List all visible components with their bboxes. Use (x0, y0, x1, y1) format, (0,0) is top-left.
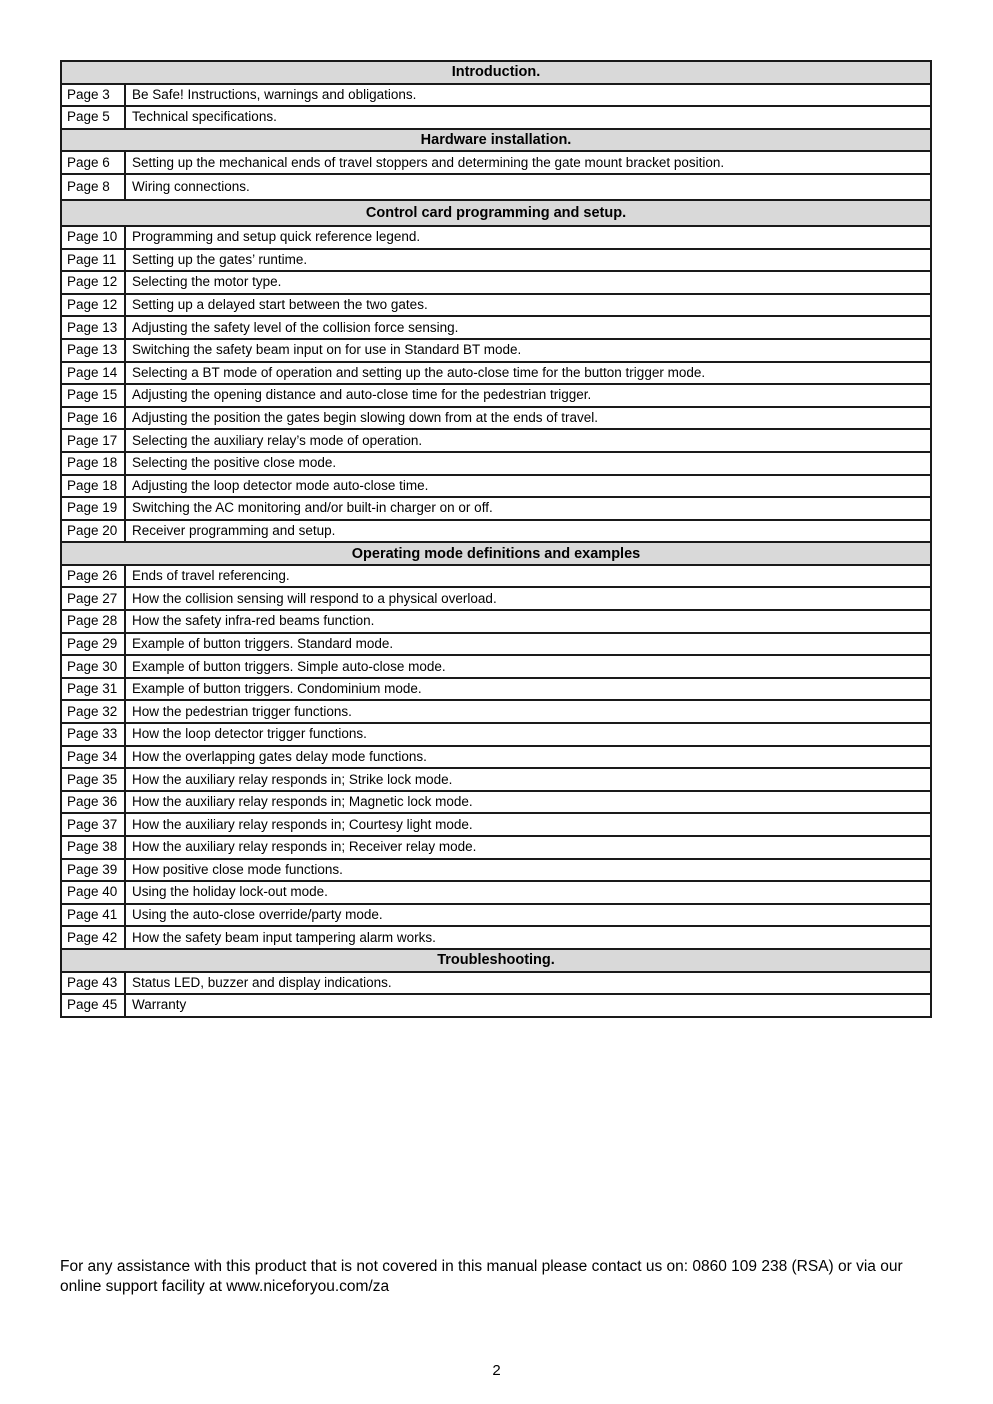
toc-entry-row (61, 475, 931, 498)
toc-entry-title: Switching the safety beam input on for use in Standard BT mode. (125, 339, 931, 362)
toc-entry-title: Adjusting the opening distance and auto-close time for the pedestrian trigger. (125, 384, 931, 407)
toc-page-ref: Page 28 (61, 610, 125, 633)
toc-page-ref: Page 45 (61, 994, 125, 1017)
toc-section-heading: Troubleshooting. (61, 949, 931, 972)
toc-page-ref: Page 34 (61, 746, 125, 769)
toc-entry-title: How the pedestrian trigger functions. (125, 700, 931, 723)
toc-page-ref: Page 17 (61, 429, 125, 452)
toc-entry-row (61, 859, 931, 882)
toc-entry-title: Technical specifications. (125, 106, 931, 129)
toc-entry-row (61, 994, 931, 1017)
toc-entry-title: Example of button triggers. Simple auto-close mode. (125, 655, 931, 678)
toc-page-ref: Page 13 (61, 316, 125, 339)
toc-entry-title: Setting up the mechanical ends of travel stoppers and determining the gate mount bracket position. (125, 151, 931, 174)
toc-entry-title: Switching the AC monitoring and/or built-in charger on or off. (125, 497, 931, 520)
toc-entry-row (61, 316, 931, 339)
toc-page-ref: Page 8 (61, 174, 125, 200)
toc-entry-title: How the safety infra-red beams function. (125, 610, 931, 633)
toc-page-ref: Page 19 (61, 497, 125, 520)
toc-page-ref: Page 14 (61, 362, 125, 385)
toc-entry-row (61, 249, 931, 272)
toc-entry-row (61, 271, 931, 294)
toc-entry-row (61, 226, 931, 249)
toc-page-ref: Page 38 (61, 836, 125, 859)
toc-page-ref: Page 6 (61, 151, 125, 174)
toc-entry-row (61, 497, 931, 520)
toc-entry-title: Ends of travel referencing. (125, 565, 931, 588)
toc-page-ref: Page 42 (61, 926, 125, 949)
toc-page-ref: Page 37 (61, 813, 125, 836)
toc-section-heading-row (61, 129, 931, 152)
toc-page-ref: Page 16 (61, 407, 125, 430)
toc-page-ref: Page 12 (61, 271, 125, 294)
toc-entry-title: Setting up a delayed start between the two gates. (125, 294, 931, 317)
toc-page-ref: Page 35 (61, 768, 125, 791)
toc-page-ref: Page 18 (61, 475, 125, 498)
toc-section-heading: Control card programming and setup. (61, 200, 931, 226)
toc-entry-title: Warranty (125, 994, 931, 1017)
toc-entry-row (61, 723, 931, 746)
toc-page-ref: Page 3 (61, 84, 125, 107)
toc-entry-title: Adjusting the loop detector mode auto-close time. (125, 475, 931, 498)
toc-entry-row (61, 655, 931, 678)
page-number: 2 (492, 1362, 501, 1379)
toc-entry-title: Example of button triggers. Condominium mode. (125, 678, 931, 701)
table-of-contents (60, 60, 932, 1018)
toc-entry-row (61, 791, 931, 814)
toc-entry-title: Using the holiday lock-out mode. (125, 881, 931, 904)
toc-entry-row (61, 926, 931, 949)
toc-entry-row (61, 151, 931, 174)
toc-entry-title: How the collision sensing will respond to a physical overload. (125, 587, 931, 610)
toc-entry-title: Setting up the gates’ runtime. (125, 249, 931, 272)
toc-page-ref: Page 36 (61, 791, 125, 814)
toc-entry-row (61, 610, 931, 633)
toc-section-heading-row (61, 542, 931, 565)
toc-entry-title: How the loop detector trigger functions. (125, 723, 931, 746)
toc-page-ref: Page 15 (61, 384, 125, 407)
toc-page-ref: Page 13 (61, 339, 125, 362)
toc-page-ref: Page 12 (61, 294, 125, 317)
toc-page-ref: Page 32 (61, 700, 125, 723)
toc-page-ref: Page 29 (61, 633, 125, 656)
toc-entry-title: Status LED, buzzer and display indications. (125, 972, 931, 995)
toc-entry-title: How the auxiliary relay responds in; Courtesy light mode. (125, 813, 931, 836)
toc-entry-title: How positive close mode functions. (125, 859, 931, 882)
toc-entry-title: Receiver programming and setup. (125, 520, 931, 543)
toc-entry-row (61, 746, 931, 769)
toc-entry-row (61, 678, 931, 701)
toc-page-ref: Page 18 (61, 452, 125, 475)
toc-entry-title: Selecting the motor type. (125, 271, 931, 294)
toc-section-heading: Operating mode definitions and examples (61, 542, 931, 565)
toc-entry-row (61, 106, 931, 129)
toc-page-ref: Page 10 (61, 226, 125, 249)
toc-entry-title: Using the auto-close override/party mode. (125, 904, 931, 927)
assistance-note: For any assistance with this product that is not covered in this manual please contact us on: 0860 109 238 (RSA) or via our online support facility at www.niceforyou.com/za (60, 1258, 903, 1295)
toc-entry-row (61, 362, 931, 385)
toc-entry-row (61, 520, 931, 543)
toc-page-ref: Page 30 (61, 655, 125, 678)
toc-entry-title: Adjusting the position the gates begin slowing down from at the ends of travel. (125, 407, 931, 430)
toc-page-ref: Page 5 (61, 106, 125, 129)
toc-page-ref: Page 39 (61, 859, 125, 882)
toc-section-heading-row (61, 949, 931, 972)
toc-entry-row (61, 881, 931, 904)
toc-page-ref: Page 33 (61, 723, 125, 746)
toc-section-heading-row (61, 200, 931, 226)
toc-entry-row (61, 339, 931, 362)
toc-page-ref: Page 43 (61, 972, 125, 995)
toc-entry-row (61, 84, 931, 107)
toc-section-heading: Hardware installation. (61, 129, 931, 152)
toc-entry-title: How the auxiliary relay responds in; Receiver relay mode. (125, 836, 931, 859)
toc-entry-row (61, 452, 931, 475)
toc-entry-title: Selecting a BT mode of operation and setting up the auto-close time for the button trigger mode. (125, 362, 931, 385)
toc-page-ref: Page 20 (61, 520, 125, 543)
toc-entry-row (61, 407, 931, 430)
toc-entry-title: Example of button triggers. Standard mode. (125, 633, 931, 656)
toc-body (61, 61, 931, 1017)
toc-entry-row (61, 972, 931, 995)
toc-entry-row (61, 429, 931, 452)
toc-entry-row (61, 904, 931, 927)
toc-entry-title: How the auxiliary relay responds in; Magnetic lock mode. (125, 791, 931, 814)
toc-entry-row (61, 174, 931, 200)
toc-entry-title: Selecting the positive close mode. (125, 452, 931, 475)
toc-page-ref: Page 41 (61, 904, 125, 927)
toc-entry-row (61, 813, 931, 836)
toc-section-heading: Introduction. (61, 61, 931, 84)
toc-entry-row (61, 836, 931, 859)
toc-page-ref: Page 27 (61, 587, 125, 610)
toc-entry-row (61, 384, 931, 407)
toc-page-ref: Page 26 (61, 565, 125, 588)
toc-entry-title: Adjusting the safety level of the collision force sensing. (125, 316, 931, 339)
toc-entry-row (61, 633, 931, 656)
toc-entry-row (61, 565, 931, 588)
toc-entry-title: Selecting the auxiliary relay’s mode of operation. (125, 429, 931, 452)
toc-section-heading-row (61, 61, 931, 84)
toc-page-ref: Page 11 (61, 249, 125, 272)
toc-entry-title: Programming and setup quick reference legend. (125, 226, 931, 249)
toc-entry-row (61, 294, 931, 317)
toc-entry-title: Be Safe! Instructions, warnings and obligations. (125, 84, 931, 107)
toc-entry-title: How the safety beam input tampering alarm works. (125, 926, 931, 949)
toc-entry-row (61, 700, 931, 723)
toc-entry-title: Wiring connections. (125, 174, 931, 200)
toc-page-ref: Page 31 (61, 678, 125, 701)
toc-entry-title: How the overlapping gates delay mode functions. (125, 746, 931, 769)
toc-entry-row (61, 768, 931, 791)
toc-entry-title: How the auxiliary relay responds in; Strike lock mode. (125, 768, 931, 791)
toc-page-ref: Page 40 (61, 881, 125, 904)
toc-entry-row (61, 587, 931, 610)
